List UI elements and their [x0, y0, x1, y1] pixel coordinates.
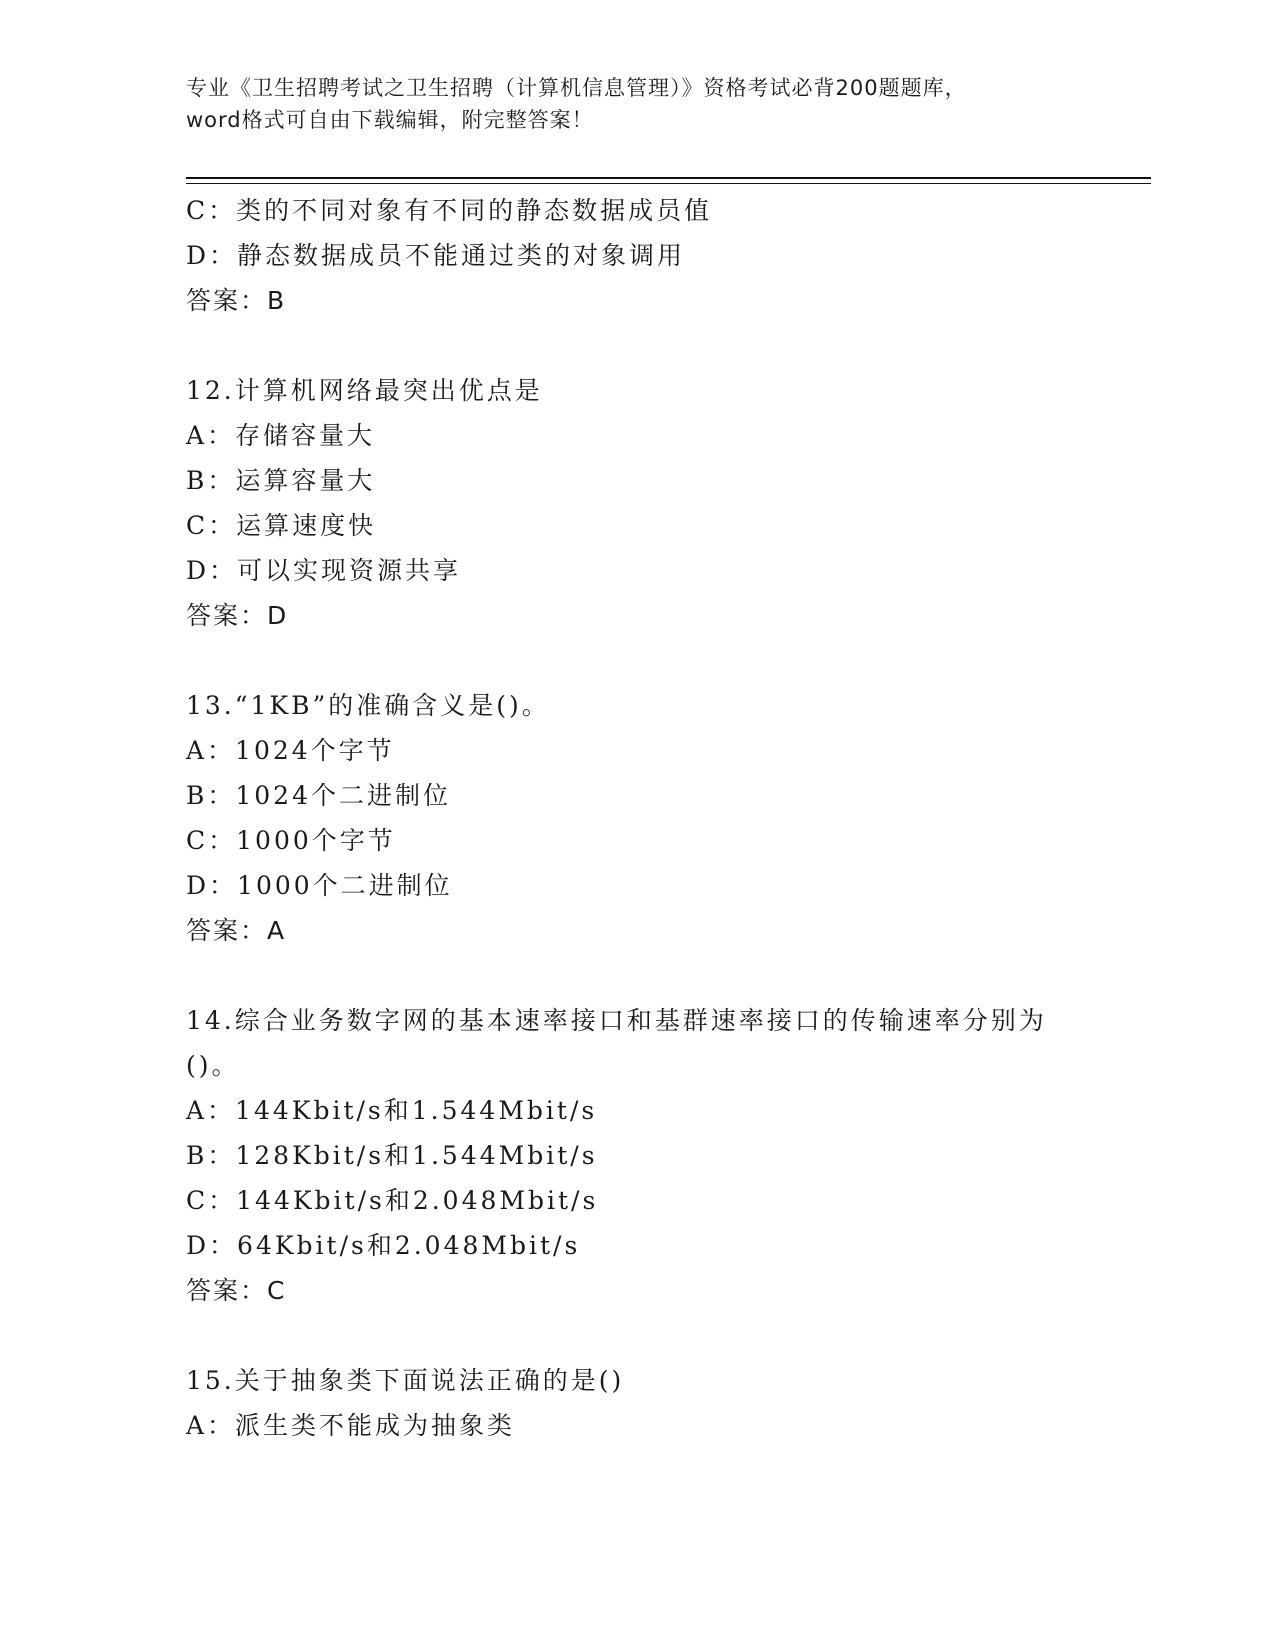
question-text-line-2: ()。 — [186, 1051, 240, 1080]
question-text-line-1: 14.综合业务数字网的基本速率接口和基群速率接口的传输速率分别为 — [186, 1006, 1047, 1035]
question-11 — [186, 188, 1086, 323]
header-divider-thick — [186, 177, 1151, 179]
question-text: 13.“1KB”的准确含义是()。 — [186, 691, 550, 720]
option-b: B：128Kbit/s和1.544Mbit/s — [186, 1141, 598, 1170]
spacer — [186, 1313, 1086, 1358]
option-d: D：静态数据成员不能通过类的对象调用 — [186, 241, 686, 270]
answer: 答案：B — [186, 286, 287, 315]
header-line-2: word格式可自由下载编辑，附完整答案！ — [186, 108, 594, 132]
option-c: C：运算速度快 — [186, 511, 377, 540]
option-d: D：64Kbit/s和2.048Mbit/s — [186, 1231, 581, 1260]
question-list — [186, 188, 1086, 1448]
option-d: D：1000个二进制位 — [186, 871, 453, 900]
question-15 — [186, 1358, 1086, 1448]
spacer — [186, 953, 1086, 998]
option-a: A：存储容量大 — [186, 421, 376, 450]
option-d: D：可以实现资源共享 — [186, 556, 462, 585]
spacer — [186, 323, 1086, 368]
option-b: B：运算容量大 — [186, 466, 376, 495]
question-14 — [186, 998, 1086, 1313]
option-a: A：1024个字节 — [186, 736, 395, 765]
header-divider-thin — [186, 183, 1151, 184]
option-c: C：1000个字节 — [186, 826, 396, 855]
option-c: C：144Kbit/s和2.048Mbit/s — [186, 1186, 599, 1215]
option-c: C：类的不同对象有不同的静态数据成员值 — [186, 196, 713, 225]
spacer — [186, 638, 1086, 683]
document-header — [186, 72, 1086, 136]
question-13 — [186, 683, 1086, 953]
question-text: 15.关于抽象类下面说法正确的是() — [186, 1366, 625, 1395]
option-a: A：派生类不能成为抽象类 — [186, 1411, 516, 1440]
question-text: 12.计算机网络最突出优点是 — [186, 376, 543, 405]
option-a: A：144Kbit/s和1.544Mbit/s — [186, 1096, 598, 1125]
header-line-1: 专业《卫生招聘考试之卫生招聘（计算机信息管理）》资格考试必背200题题库， — [186, 76, 967, 100]
answer: 答案：C — [186, 1276, 287, 1305]
answer: 答案：A — [186, 916, 287, 945]
answer: 答案：D — [186, 601, 289, 630]
option-b: B：1024个二进制位 — [186, 781, 451, 810]
question-12 — [186, 368, 1086, 638]
